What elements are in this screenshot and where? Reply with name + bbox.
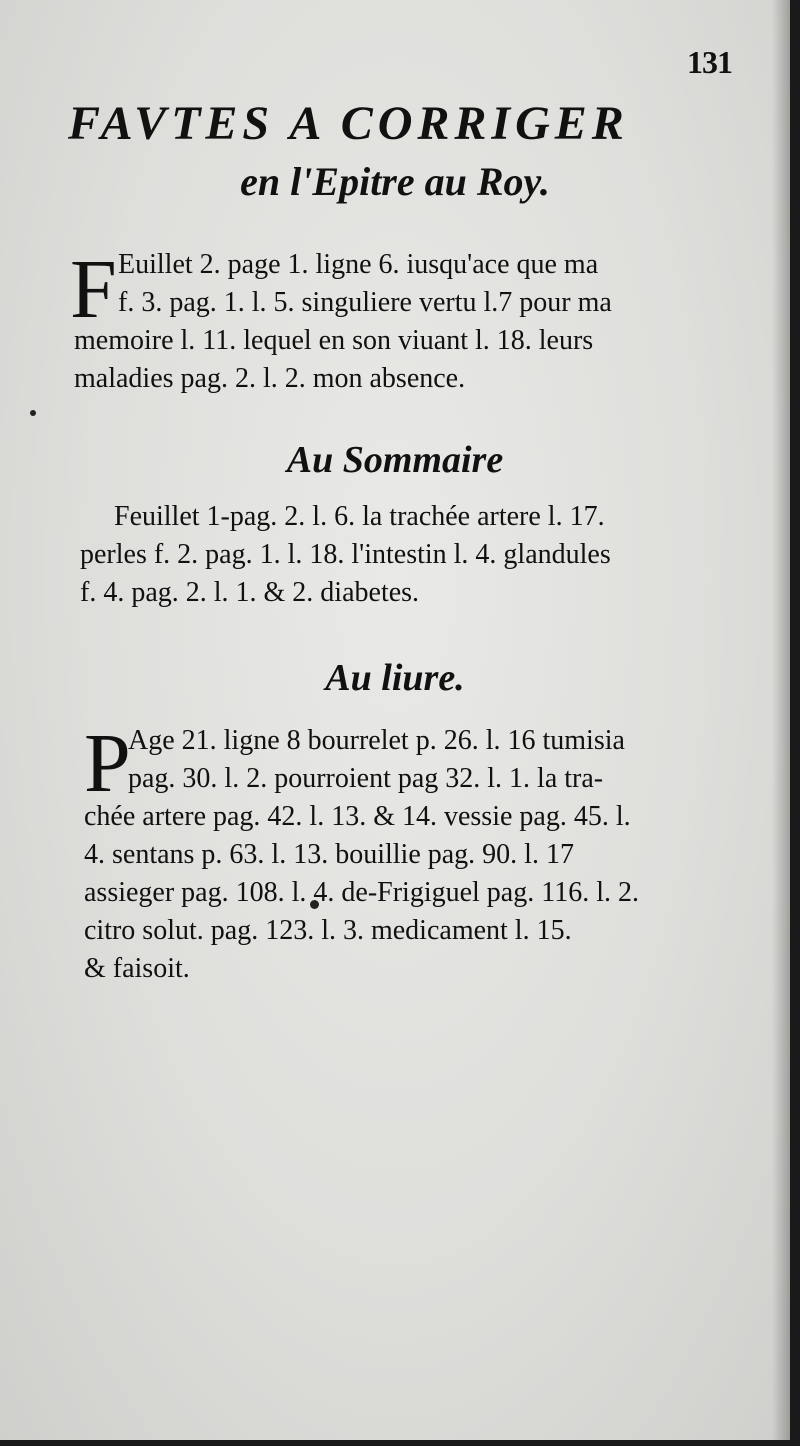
text-line: f. 3. pag. 1. l. 5. singuliere vertu l.7 pour ma <box>118 287 612 318</box>
section-heading: Au Sommaire <box>286 439 504 481</box>
text-line: & faisoit. <box>84 953 190 984</box>
text-line: Euillet 2. page 1. ligne 6. iusqu'ace que ma <box>118 249 599 280</box>
text-line: chée artere pag. 42. l. 13. & 14. vessie pag. 45. l. <box>84 801 631 832</box>
errata-paragraph <box>80 498 752 612</box>
text-line: memoire l. 11. lequel en son viuant l. 18. leurs <box>74 325 594 356</box>
text-line: Age 21. ligne 8 bourrelet p. 26. l. 16 tumisia <box>128 725 625 756</box>
text-line: maladies pag. 2. l. 2. mon absence. <box>74 363 466 394</box>
text-line: f. 4. pag. 2. l. 1. & 2. diabetes. <box>80 577 420 608</box>
page-title: FAVTES A CORRIGER <box>68 97 629 150</box>
text-line: assieger pag. 108. l. 4. de-Frigiguel pag. 116. l. 2. <box>84 877 639 908</box>
text-line: 4. sentans p. 63. l. 13. bouillie pag. 90. l. 17 <box>84 839 574 870</box>
errata-paragraph <box>84 717 746 988</box>
text-line: citro solut. pag. 123. l. 3. medicament l. 15. <box>84 915 572 946</box>
text-line: Feuillet 1-pag. 2. l. 6. la trachée artere l. 17. <box>114 501 605 532</box>
page-edge-shadow <box>772 0 790 1440</box>
errata-paragraph <box>74 246 746 398</box>
ink-speck <box>30 410 36 416</box>
section-heading: Au liure. <box>325 657 465 699</box>
text-line: pag. 30. l. 2. pourroient pag 32. l. 1. la tra- <box>128 763 604 794</box>
drop-cap-letter: P <box>84 717 131 810</box>
drop-cap-letter: F <box>70 243 117 336</box>
text-line: perles f. 2. pag. 1. l. 18. l'intestin l. 4. glandules <box>80 539 611 570</box>
page-subtitle: en l'Epitre au Roy. <box>240 159 550 204</box>
page-number: 131 <box>687 44 732 80</box>
